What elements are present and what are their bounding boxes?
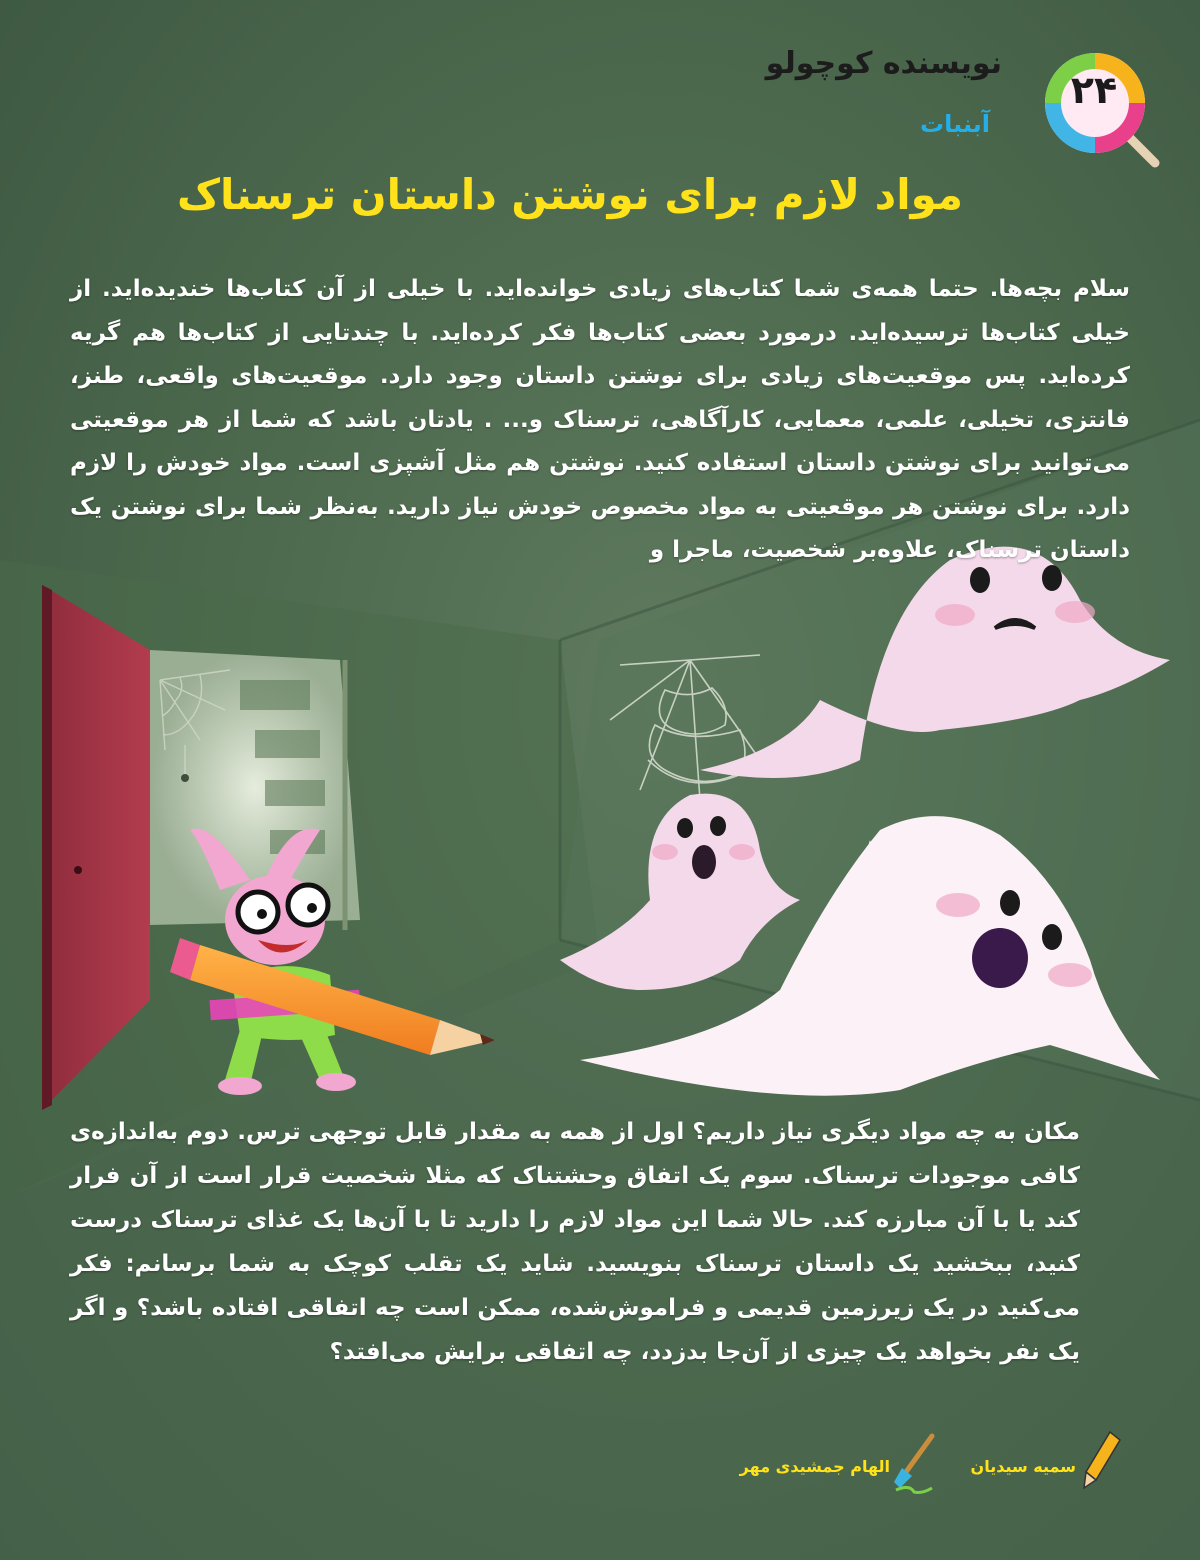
writer-credit: سمیه سیدیان xyxy=(970,1457,1076,1476)
closing-paragraph: مکان به چه مواد دیگری نیاز داریم؟ اول از همه به مقدار قابل توجهی ترس. دوم به‌اندازه‌ی کافی موجودات ترسناک. سوم یک اتفاق وحشتناک که مثلا شخصیت قرار است از آن فرار کند یا با آن مبارزه کند. حالا شما این مواد لازم را دارید تا با آن‌ها یک غذای ترسناک درست کنید، ببخشید یک داستان ترسناک بنویسید. شاید یک تقلب کوچک به شما برسانم: فکر می‌کنید در یک زیرزمین قدیمی و فراموش‌شده، ممکن است چه اتفاقی افتاده باشد؟ و اگر یک نفر بخواهد یک چیزی از آن‌جا بدزدد، چه اتفاقی برایش می‌افتد؟ xyxy=(70,1119,1080,1365)
paintbrush-icon xyxy=(892,1432,938,1496)
illustrator-credit: الهام جمشیدی مهر xyxy=(739,1457,890,1476)
article-title: مواد لازم برای نوشتن داستان ترسناک xyxy=(177,170,963,219)
section-title: نویسنده کوچولو xyxy=(765,46,1002,81)
page-number: ۲۴ xyxy=(1070,68,1118,112)
section-header xyxy=(760,38,1160,168)
intro-paragraph: سلام بچه‌ها. حتما همه‌ی شما کتاب‌های زیادی خوانده‌اید. با خیلی از آن کتاب‌ها خندیده‌اید. از خیلی کتاب‌ها ترسیده‌اید. درمورد بعضی کتاب‌ها فکر کرده‌اید. با چندتایی از کتاب‌ها هم گریه کرده‌اید. پس موقعیت‌های زیادی برای نوشتن داستان وجود دارد. موقعیت‌های واقعی، طنز، فانتزی، تخیلی، علمی، معمایی، کارآگاهی، ترسناک و... . یادتان باشد که شما از هر موقعیتی می‌توانید برای نوشتن داستان استفاده کنید. نوشتن هم مثل آشپزی است. مواد خودش را لازم دارد. برای نوشتن هر موقعیتی به مواد مخصوص خودش نیاز دارید. به‌نظر شما برای نوشتن یک داستان ترسناک، علاوه‌بر شخصیت، ماجرا و xyxy=(70,276,1130,563)
pencil-icon xyxy=(1082,1430,1122,1490)
magazine-logo: آبنبات xyxy=(920,110,990,138)
